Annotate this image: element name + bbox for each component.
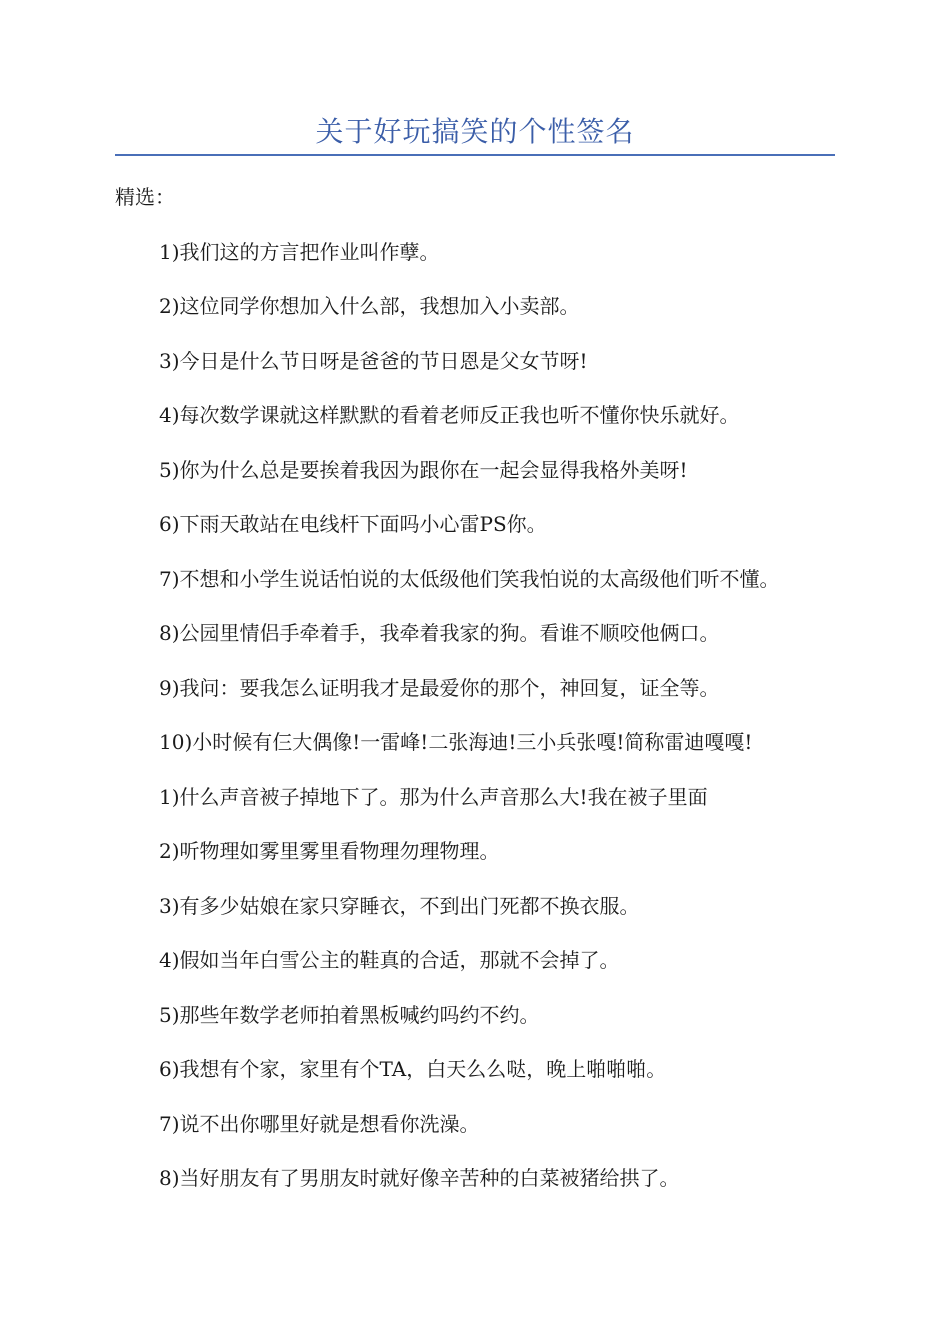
list-item: 7)不想和小学生说话怕说的太低级他们笑我怕说的太高级他们听不懂。 bbox=[159, 566, 780, 591]
intro-label: 精选： bbox=[115, 185, 175, 209]
list-item: 5)那些年数学老师拍着黑板喊约吗约不约。 bbox=[159, 1002, 540, 1027]
list-item: 8)当好朋友有了男朋友时就好像辛苦种的白菜被猪给拱了。 bbox=[159, 1166, 680, 1190]
list-item: 6)我想有个家，家里有个TA，白天么么哒，晚上啪啪啪。 bbox=[159, 1057, 667, 1081]
list-item: 3)有多少姑娘在家只穿睡衣，不到出门死都不换衣服。 bbox=[159, 893, 640, 918]
list-item: 5)你为什么总是要挨着我因为跟你在一起会显得我格外美呀! bbox=[159, 457, 688, 482]
list-item: 2)听物理如雾里雾里看物理勿理物理。 bbox=[159, 839, 500, 863]
list-item: 7)说不出你哪里好就是想看你洗澡。 bbox=[159, 1111, 480, 1136]
list-item: 3)今日是什么节日呀是爸爸的节日恩是父女节呀! bbox=[159, 348, 588, 373]
list-item: 4)每次数学课就这样默默的看着老师反正我也听不懂你快乐就好。 bbox=[159, 403, 740, 427]
title-underline bbox=[115, 154, 835, 156]
list-item: 6)下雨天敢站在电线杆下面吗小心雷PS你。 bbox=[159, 512, 547, 536]
list-item: 8)公园里情侣手牵着手，我牵着我家的狗。看谁不顺咬他俩口。 bbox=[159, 621, 720, 645]
list-item: 1)我们这的方言把作业叫作孽。 bbox=[159, 239, 440, 264]
list-item: 2)这位同学你想加入什么部，我想加入小卖部。 bbox=[159, 294, 580, 318]
list-item: 9)我问：要我怎么证明我才是最爱你的那个，神回复，证全等。 bbox=[159, 675, 720, 700]
document-title: 关于好玩搞笑的个性签名 bbox=[315, 115, 635, 148]
document-body bbox=[115, 180, 835, 1216]
list-item: 1)什么声音被子掉地下了。那为什么声音那么大!我在被子里面 bbox=[159, 784, 708, 809]
list-item: 4)假如当年白雪公主的鞋真的合适，那就不会掉了。 bbox=[159, 948, 620, 972]
list-item: 10)小时候有仨大偶像!一雷峰!二张海迪!三小兵张嘎!简称雷迪嘎嘎! bbox=[159, 730, 753, 754]
